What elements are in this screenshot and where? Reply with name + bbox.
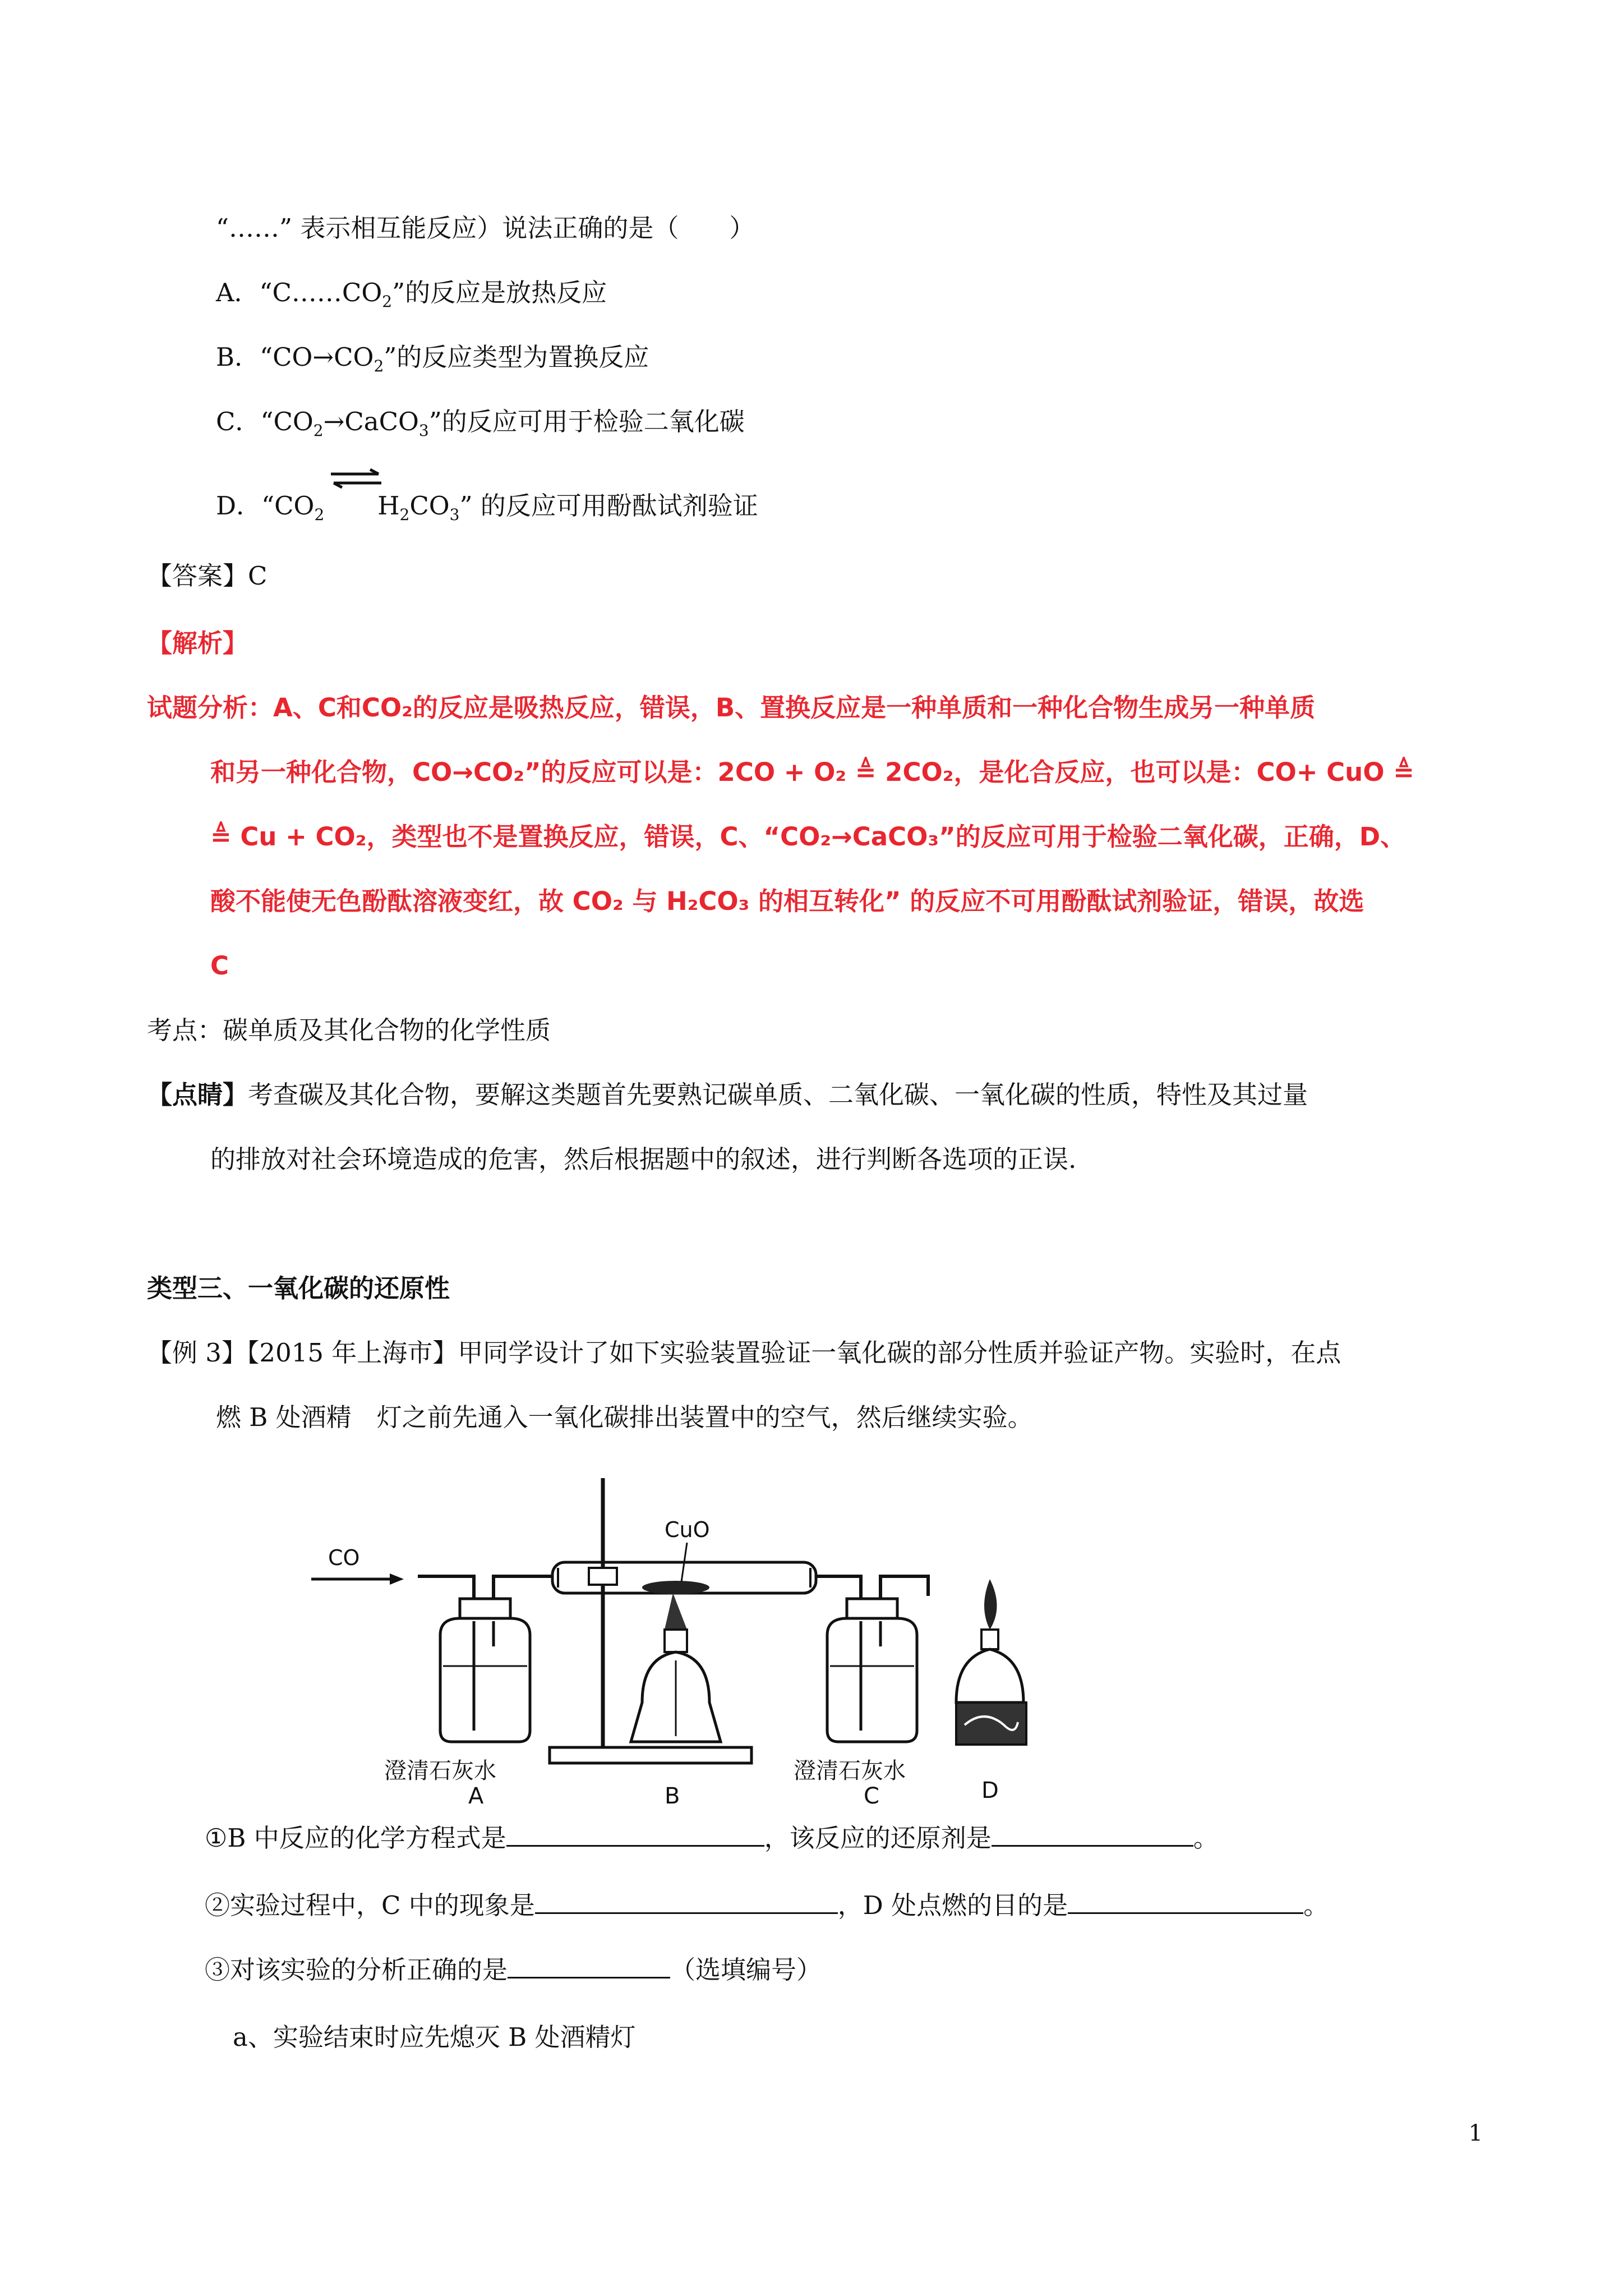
answer-value: C	[248, 561, 268, 591]
option-a-label: A．	[216, 278, 260, 307]
option-c-pre: “CO	[260, 407, 313, 436]
alcohol-lamp-d	[956, 1579, 1026, 1745]
limewater-c-label: 澄清石灰水	[794, 1758, 906, 1784]
question-2-part-b: ，D 处点燃的目的是	[837, 1890, 1068, 1920]
option-c-sub2: 3	[418, 421, 429, 440]
cuo-label: CuO	[665, 1517, 710, 1542]
tube-b	[524, 1517, 816, 1594]
apparatus-figure	[306, 1467, 1057, 1809]
dianjing	[147, 1077, 1308, 1113]
option-d-pre: “CO	[261, 491, 315, 521]
answer	[147, 558, 267, 594]
option-b-post: ”的反应类型为置换反应	[384, 342, 649, 372]
kaodian: 考点：碳单质及其化合物的化学性质	[147, 1015, 551, 1045]
option-a-post: ”的反应是放热反应	[392, 278, 607, 307]
question-1-part-b: ，该反应的还原剂是	[764, 1823, 992, 1853]
section-title: 类型三、一氧化碳的还原性	[147, 1273, 450, 1303]
bottle-a	[418, 1576, 530, 1742]
question-3-part-b: （选填编号）	[670, 1955, 822, 1985]
question-3	[205, 1952, 822, 1988]
option-c[interactable]	[216, 404, 745, 440]
question-1	[205, 1820, 1219, 1856]
q1-reducer-blank[interactable]	[992, 1820, 1193, 1847]
option-a-pre: “C……CO	[259, 278, 382, 307]
reversible-arrow-icon	[328, 468, 384, 491]
analysis-line-4: 酸不能使无色酚酞溶液变红，故 CO₂ 与 H₂CO₃ 的相互转化” 的反应不可用酚酞试剂验证，错误，故选	[210, 886, 1364, 916]
analysis-line-5: C	[210, 951, 229, 981]
question-3-part-a: ③对该实验的分析正确的是	[205, 1955, 508, 1985]
dianjing-label: 【点睛】	[147, 1080, 248, 1110]
option-c-label: C．	[216, 407, 261, 436]
q2-phenomenon-blank[interactable]	[535, 1888, 838, 1914]
example-line-2: 燃 B 处酒精 灯之前先通入一氧化碳排出装置中的空气，然后继续实验。	[216, 1402, 1033, 1432]
analysis-line-3: ≜ Cu + CO₂，类型也不是置换反应，错误，C、“CO₂→CaCO₃”的反应可用于检验二氧化碳，正确，D、	[210, 822, 1406, 852]
option-d-sub: 2	[314, 505, 325, 524]
question-1-part-c: 。	[1193, 1823, 1219, 1853]
bottle-c	[816, 1576, 928, 1742]
dianjing-text-2: 的排放对社会环境造成的危害，然后根据题中的叙述，进行判断各选项的正误.	[210, 1144, 1077, 1174]
option-d-sub3: 3	[449, 505, 460, 524]
q2-purpose-blank[interactable]	[1068, 1888, 1303, 1914]
option-d-post: ” 的反应可用酚酞试剂验证	[459, 491, 758, 521]
option-a-sub: 2	[382, 292, 393, 311]
label-b: B	[665, 1783, 680, 1809]
option-d-sub2: 2	[399, 505, 410, 524]
option-c-post: ”的反应可用于检验二氧化碳	[428, 407, 745, 436]
question-2-part-c: 。	[1303, 1890, 1329, 1920]
question-2-part-a: ②实验过程中，C 中的现象是	[205, 1890, 535, 1920]
option-b[interactable]	[216, 339, 649, 375]
answer-label: 【答案】	[147, 561, 248, 591]
choice-a[interactable]: a、实验结束时应先熄灭 B 处酒精灯	[233, 2022, 636, 2052]
q1-equation-blank[interactable]	[506, 1820, 764, 1847]
co-label: CO	[328, 1545, 360, 1570]
label-a: A	[468, 1783, 484, 1809]
option-d-mid2: CO	[409, 491, 450, 521]
dianjing-text-1: 考查碳及其化合物，要解这类题首先要熟记碳单质、二氧化碳、一氧化碳的性质，特性及其过量	[248, 1080, 1308, 1110]
alcohol-lamp-b	[631, 1593, 721, 1742]
option-d[interactable]	[216, 488, 758, 524]
label-d: D	[981, 1778, 999, 1803]
question-1-part-a: ①B 中反应的化学方程式是	[205, 1823, 506, 1853]
analysis-label: 【解析】	[147, 628, 248, 658]
option-a[interactable]	[216, 275, 607, 311]
gas-inlet-arrow-icon	[311, 1573, 404, 1585]
label-c: C	[864, 1783, 879, 1809]
option-d-label: D．	[216, 491, 262, 521]
q3-answer-blank[interactable]	[508, 1952, 670, 1978]
option-c-mid: →CaCO	[323, 407, 419, 436]
option-d-mid: H	[377, 491, 400, 521]
option-c-sub: 2	[313, 421, 324, 440]
option-b-pre: “CO→CO	[260, 342, 374, 372]
question-intro: “……” 表示相互能反应）说法正确的是（ ）	[216, 213, 755, 243]
limewater-a-label: 澄清石灰水	[384, 1758, 496, 1784]
example-line-1: 【例 3】【2015 年上海市】甲同学设计了如下实验装置验证一氧化碳的部分性质并验证产物。实验时，在点	[147, 1338, 1341, 1368]
question-2	[205, 1888, 1329, 1924]
page-number: 1	[1468, 2120, 1483, 2146]
option-b-sub: 2	[374, 357, 384, 375]
option-b-label: B．	[216, 342, 260, 372]
analysis-line-2: 和另一种化合物，CO→CO₂”的反应可以是：2CO + O₂ ≜ 2CO₂，是化合反应，也可以是：CO+ CuO ≜	[210, 757, 1414, 787]
analysis-line-1: 试题分析：A、C和CO₂的反应是吸热反应，错误，B、置换反应是一种单质和一种化合物生成另一种单质	[147, 693, 1316, 723]
